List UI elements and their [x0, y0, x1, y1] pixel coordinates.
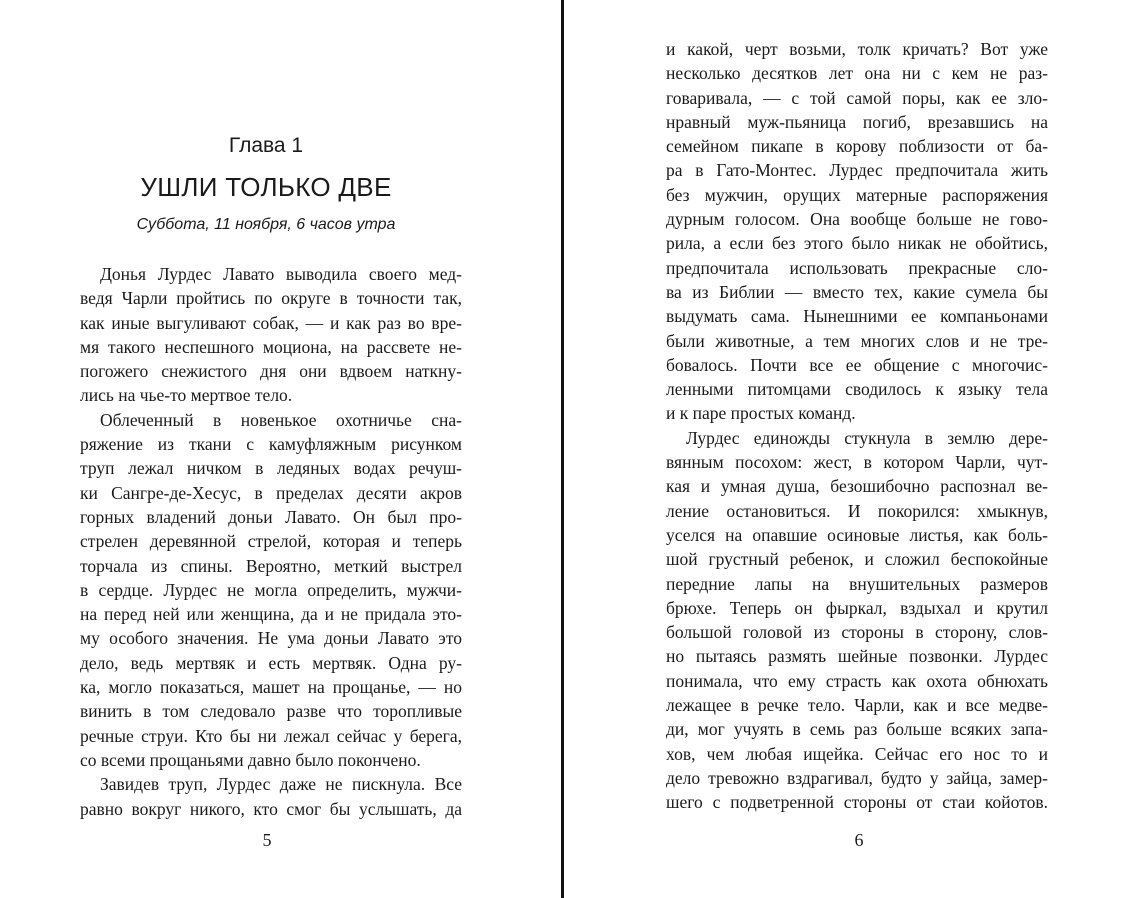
text-line: как иные выгуливают собак, — и как раз во вре-	[80, 312, 462, 333]
text-line: мя такого неспешного моциона, на рассвете не-	[80, 336, 462, 357]
text-line: горных владений доньи Лавато. Он был про-	[80, 506, 462, 527]
left-page-body-text	[80, 262, 462, 821]
right-page-body-text	[666, 37, 1048, 815]
text-line: ки Сангре-де-Хесус, в пределах десяти акров	[80, 482, 462, 503]
text-line: торчала из спины. Вероятно, меткий выстрел	[80, 555, 462, 576]
page-number: 5	[262, 830, 272, 850]
text-line: погожего снежистого дня они вдвоем наткну-	[80, 361, 462, 382]
text-line: со всеми прощаньями давно было покончено.	[80, 749, 421, 770]
text-line: на перед ней или женщина, да и не придала это-	[80, 604, 462, 625]
text-line: рила, а если без этого было никак не обойтись,	[666, 233, 1048, 254]
text-line: ка, могло показаться, машет на прощанье, — но	[80, 677, 462, 698]
text-line: без мужчин, орущих матерные распоряжения	[666, 184, 1048, 205]
text-line: ленными питомцами сводилось к языку тела	[666, 379, 1048, 400]
chapter-label: Глава 1	[228, 134, 304, 157]
text-line: в сердце. Лурдес не могла определить, мужчи-	[80, 579, 462, 600]
text-line: дурным голосом. Она вообще больше не гово-	[666, 209, 1048, 230]
text-line: понимала, что ему страсть как охота обнюхать	[666, 670, 1048, 691]
text-line: шего с подветренной стороны от стаи койотов.	[666, 792, 1048, 813]
text-line: брюхе. Теперь он фыркал, вздыхал и крутил	[666, 597, 1048, 618]
text-line: винить в том следовало разве что торопливые	[80, 701, 462, 722]
text-line: стрелен деревянной стрелой, которая и теперь	[80, 531, 462, 552]
text-line: дело тревожно вздрагивал, будто у зайца, замер-	[666, 767, 1048, 788]
text-line: и какой, черт возьми, толк кричать? Вот уже	[666, 39, 1048, 59]
text-line: ведя Чарли пройтись по округе в точности так,	[80, 288, 462, 309]
right-page	[566, 0, 1127, 898]
text-line: и к паре простых команд.	[666, 403, 856, 424]
text-line: семейном пикапе в корову поблизости от ба-	[666, 136, 1048, 157]
text-line: Лурдес единожды стукнула в землю дере-	[686, 427, 1048, 448]
text-line: несколько десятков лет она ни с кем не раз-	[666, 63, 1048, 84]
text-line: равно вокруг никого, кто смог бы услышать, да	[80, 798, 462, 819]
left-page	[0, 0, 562, 898]
text-line: передние лапы на внушительных размеров	[666, 573, 1048, 594]
text-line: речные струи. Кто бы ни лежал сейчас у берега,	[80, 725, 462, 746]
text-line: ряжение из ткани с камуфляжным рисунком	[80, 434, 462, 455]
text-line: труп лежал ничком в ледяных водах речуш-	[80, 458, 462, 479]
text-line: шой грустный ребенок, и сложил беспокойные	[666, 549, 1048, 570]
text-line: лись на чье-то мертвое тело.	[80, 385, 293, 406]
text-line: большой головой из стороны в сторону, слов-	[666, 622, 1048, 643]
text-line: ди, мог учуять в семь раз больше всяких запа-	[666, 719, 1048, 740]
text-line: но пытаясь размять шейные позвонки. Лурдес	[666, 646, 1048, 667]
text-line: выдумать сама. Нынешними ее компаньонами	[666, 306, 1048, 327]
text-line: дело, ведь мертвяк и есть мертвяк. Одна ру-	[80, 652, 462, 673]
text-line: вянным посохом: жест, в котором Чарли, чут-	[666, 452, 1048, 473]
text-line: нравный муж-пьяница погиб, врезавшись на	[666, 111, 1048, 132]
chapter-title: УШЛИ ТОЛЬКО ДВЕ	[140, 172, 392, 202]
text-line: были животные, а тем многих слов и не тре-	[666, 330, 1048, 351]
text-line: говаривала, — с той самой поры, как ее зло-	[666, 87, 1048, 108]
text-line: Завидев труп, Лурдес даже не пискнула. Все	[100, 774, 462, 795]
page-number: 6	[854, 830, 864, 850]
text-line: Донья Лурдес Лавато выводила своего мед-	[100, 264, 462, 284]
text-line: уселся на опавшие осиновые листья, как боль-	[666, 524, 1048, 545]
text-line: предпочитала использовать прекрасные сло-	[666, 257, 1048, 278]
chapter-subtitle: Суббота, 11 ноября, 6 часов утра	[136, 216, 396, 233]
text-line: ра в Гато-Монтес. Лурдес предпочитала жить	[666, 160, 1048, 181]
text-line: кая и умная душа, безошибочно распознал ве-	[666, 476, 1048, 497]
text-line: му особого значения. Не ума доньи Лавато это	[80, 628, 462, 649]
text-line: бовалось. Почти все ее общение с многочис-	[666, 354, 1048, 375]
text-line: ва из Библии — вместо тех, какие сумела бы	[666, 281, 1048, 302]
text-line: лежащее в речке тело. Чарли, как и все медве-	[666, 695, 1048, 716]
text-line: ление остановиться. И покорился: хмыкнув,	[666, 500, 1048, 521]
text-line: Облеченный в новенькое охотничье сна-	[100, 409, 462, 430]
book-spine-divider	[561, 0, 564, 898]
text-line: хов, чем любая ищейка. Сейчас его нос то и	[666, 743, 1048, 764]
